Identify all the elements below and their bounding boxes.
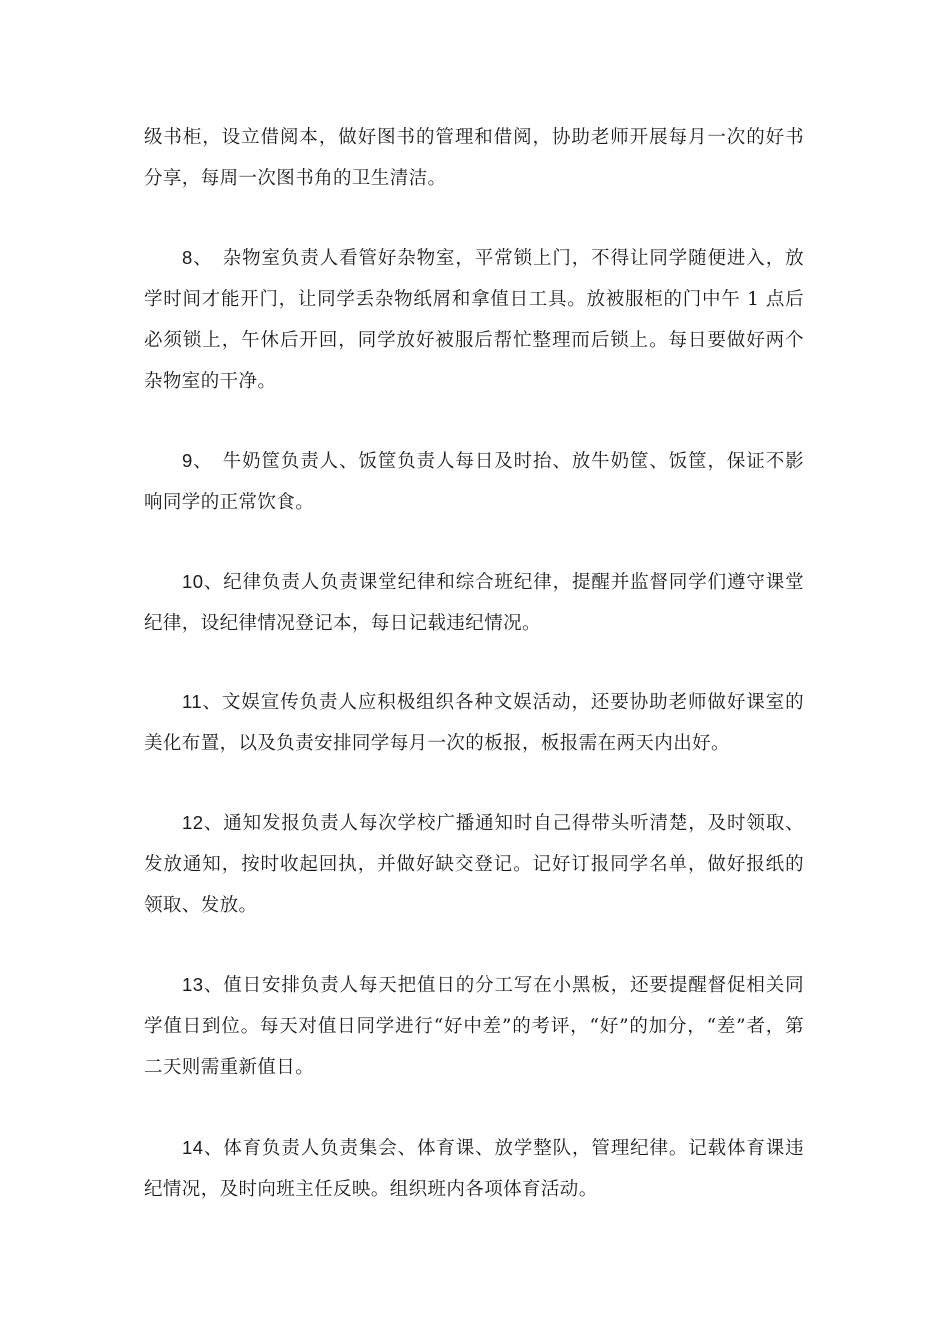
paragraph-number: 10、 (182, 571, 224, 592)
paragraph-text: 通知发报负责人每次学校广播通知时自己得带头听清楚，及时领取、发放通知，按时收起回执，并做好缺交登记。记好订报同学名单，做好报纸的领取、发放。 (144, 813, 804, 916)
paragraph-text: 牛奶筐负责人、饭筐负责人每日及时抬、放牛奶筐、饭筐，保证不影响同学的正常饮食。 (144, 451, 804, 513)
paragraph-8 (144, 237, 804, 402)
paragraph-12 (144, 802, 804, 926)
paragraph-14 (144, 1127, 804, 1210)
paragraph-13 (144, 964, 804, 1088)
paragraph-number: 8、 (182, 247, 204, 268)
paragraph-number: 12、 (182, 812, 224, 833)
paragraph-number: 14、 (182, 1137, 224, 1158)
paragraph-text: 文娱宣传负责人应积极组织各种文娱活动，还要协助老师做好课室的美化布置，以及负责安排同学每月一次的板报，板报需在两天内出好。 (144, 692, 804, 754)
paragraph-text: 体育负责人负责集会、体育课、放学整队，管理纪律。记载体育课违纪情况，及时向班主任反映。组织班内各项体育活动。 (144, 1138, 804, 1200)
paragraph-11 (144, 681, 804, 764)
paragraph-text: 杂物室负责人看管好杂物室，平常锁上门，不得让同学随便进入，放学时间才能开门，让同学丢杂物纸屑和拿值日工具。放被服柜的门中午 1 点后必须锁上，午休后开回，同学放好被服后帮忙整理而后锁上。每日要做好两个杂物室的干净。 (144, 248, 804, 392)
paragraph-number: 9、 (182, 450, 204, 471)
paragraph-text: 值日安排负责人每天把值日的分工写在小黑板，还要提醒督促相关同学值日到位。每天对值日同学进行“好中差”的考评，“好”的加分，“差”者，第二天则需重新值日。 (144, 975, 804, 1078)
paragraph-7-continuation (144, 117, 804, 199)
paragraph-number: 11、 (182, 691, 222, 712)
paragraph-text: 纪律负责人负责课堂纪律和综合班纪律，提醒并监督同学们遵守课堂纪律，设纪律情况登记本，每日记载违纪情况。 (144, 572, 804, 634)
paragraph-text: 级书柜，设立借阅本，做好图书的管理和借阅，协助老师开展每月一次的好书分享，每周一次图书角的卫生清洁。 (144, 127, 804, 189)
paragraph-9 (144, 440, 804, 523)
paragraph-number: 13、 (182, 974, 224, 995)
paragraph-10 (144, 561, 804, 644)
